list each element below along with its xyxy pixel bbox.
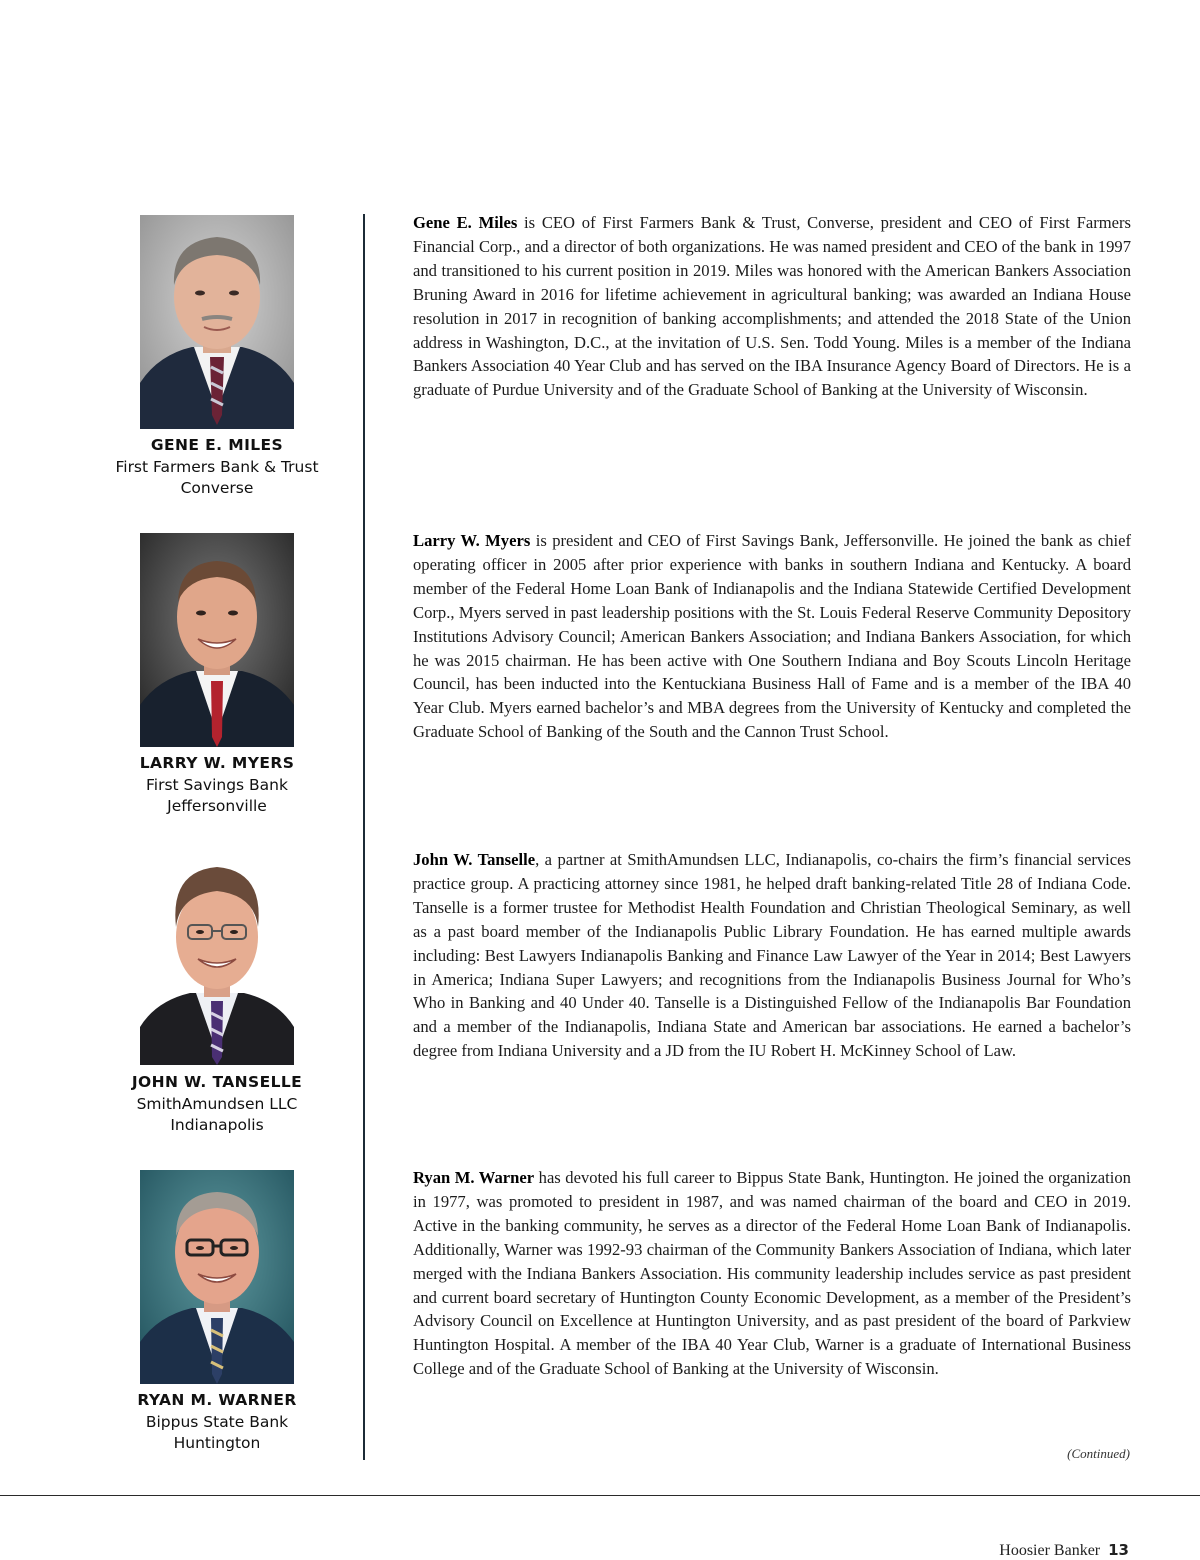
caption-bank: SmithAmundsen LLC: [136, 1094, 298, 1113]
caption-bank: First Farmers Bank & Trust: [115, 457, 319, 476]
footer-divider: [0, 1495, 1200, 1496]
caption-name: JOHN W. TANSELLE: [131, 1073, 303, 1091]
caption-gene-miles: [100, 435, 334, 500]
caption-city: Jeffersonville: [167, 797, 267, 815]
portrait-gene-miles: [140, 215, 294, 429]
publication-name: Hoosier Banker: [999, 1542, 1101, 1559]
bio-text: has devoted his full career to Bippus State Bank, Huntington. He joined the organization in 1977, was promoted to president in 1987, and was named chairman of the board and CEO in 2019. Active in the banking community, he serves as a director of the Federal Home Loan Bank of Indianapolis. Additionally, Warner was 1992-93 chairman of the Community Bankers Association of Indiana, which later merged with the Indiana Bankers Association. His community leadership includes service as past president and current board secretary of Huntington County Economic Development, as a member of the President’s Advisory Council on Excellence at Huntington University, and as past president of the board of Parkview Huntington Hospital. A member of the IBA 40 Year Club, Warner is a graduate of International Business College and of the Graduate School of Banking at the University of Wisconsin.: [413, 1168, 1131, 1379]
caption-name: GENE E. MILES: [150, 436, 284, 454]
portrait-john-tanselle: [140, 851, 294, 1065]
bio-gene-miles: [413, 211, 1131, 402]
portrait-ryan-warner: [140, 1170, 294, 1384]
column-divider: [363, 214, 365, 1460]
bio-ryan-warner: [413, 1166, 1131, 1381]
caption-john-tanselle: [100, 1072, 334, 1137]
continued-note: (Continued): [1067, 1446, 1130, 1461]
bio-text: is president and CEO of First Savings Bank, Jeffersonville. He joined the bank as chief operating officer in 2005 after prior experience with banks in southern Indiana and Kentucky. A board member of the Federal Home Loan Bank of Indianapolis and the Indiana Statewide Certified Development Corp., Myers served in past leadership positions with the St. Louis Federal Reserve Community Depository Institutions Advisory Council; American Bankers Association; and Indiana Bankers Association, for which he was 2015 chairman. He has been active with One Southern Indiana and Boy Scouts Lincoln Heritage Council, has been inducted into the Kentuckiana Business Hall of Fame and is a member of the IBA 40 Year Club. Myers earned bachelor’s and MBA degrees from the University of Kentucky and completed the Graduate School of Banking of the South and the Cannon Trust School.: [413, 531, 1131, 742]
caption-city: Indianapolis: [170, 1116, 264, 1134]
caption-city: Huntington: [173, 1434, 261, 1452]
page-number: 13: [1108, 1541, 1129, 1559]
caption-city: Converse: [180, 479, 254, 497]
bio-name: John W. Tanselle: [413, 850, 536, 869]
bio-text: , a partner at SmithAmundsen LLC, Indianapolis, co-chairs the firm’s financial services practice group. A practicing attorney since 1981, he helped draft banking-related Title 28 of Indiana Code. Tanselle is a former trustee for Methodist Health Foundation and Christian Theological Seminary, as well as a past board member of the Indianapolis Public Library Foundation. He has earned multiple awards including: Best Lawyers Indianapolis Banking and Finance Law Lawyer of the Year in 2014; Best Lawyers in America; Indiana Super Lawyers; and recognitions from the Indianapolis Business Journal for Who’s Who in Banking and 40 Under 40. Tanselle is a Distinguished Fellow of the Indianapolis Bar Foundation and a member of the Indianapolis, Indiana State and American bar associations. He earned a bachelor’s degree from Indiana University and a JD from the IU Robert H. McKinney School of Law.: [413, 850, 1131, 1061]
caption-name: LARRY W. MYERS: [139, 754, 295, 772]
caption-bank: Bippus State Bank: [145, 1412, 289, 1431]
bio-name: Larry W. Myers: [413, 531, 531, 550]
caption-bank: First Savings Bank: [146, 775, 288, 794]
bio-name: Ryan M. Warner: [413, 1168, 535, 1187]
bio-name: Gene E. Miles: [413, 213, 518, 232]
bio-larry-myers: [413, 529, 1131, 744]
page-footer: [900, 1541, 1129, 1560]
caption-ryan-warner: [100, 1390, 334, 1455]
caption-name: RYAN M. WARNER: [137, 1391, 297, 1409]
bio-text: is CEO of First Farmers Bank & Trust, Converse, president and CEO of First Farmers Financial Corp., and a director of both organizations. He was named president and CEO of the bank in 1997 and transitioned to his current position in 2019. Miles was honored with the American Bankers Association Bruning Award in 2016 for lifetime achievement in agricultural banking; was awarded an Indiana House resolution in 2017 in recognition of banking accomplishments; and attended the 2018 State of the Union address in Washington, D.C., at the invitation of U.S. Sen. Todd Young. Miles is a member of the Indiana Bankers Association 40 Year Club and has served on the IBA Insurance Agency Board of Directors. He is a graduate of Purdue University and of the Graduate School of Banking at the University of Wisconsin.: [413, 213, 1131, 400]
caption-larry-myers: [100, 753, 334, 818]
bio-john-tanselle: [413, 848, 1131, 1063]
portrait-larry-myers: [140, 533, 294, 747]
